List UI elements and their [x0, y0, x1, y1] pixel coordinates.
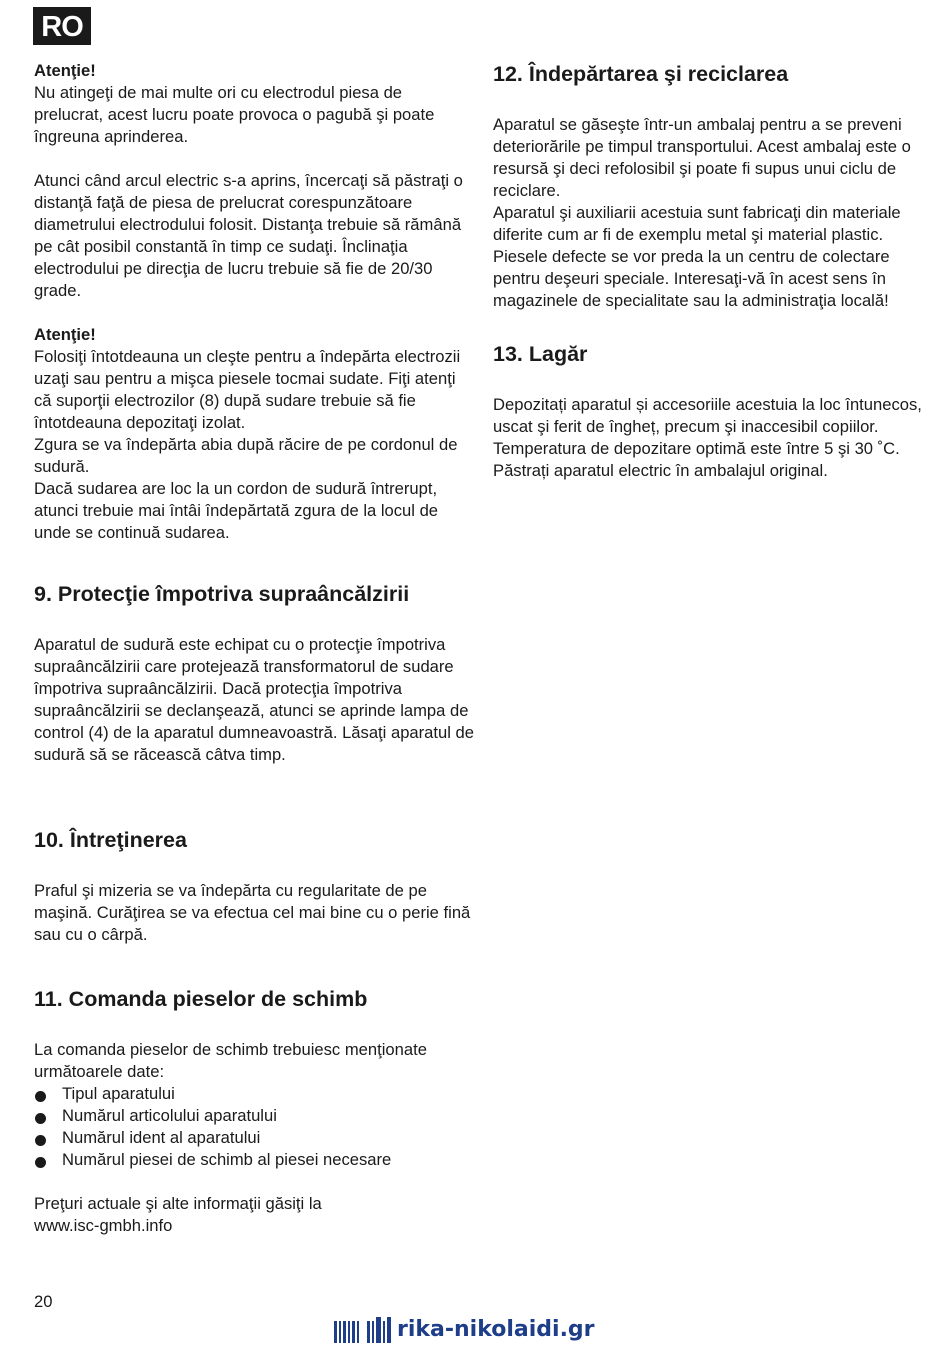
- page-number: 20: [34, 1292, 53, 1311]
- bullet-icon: [35, 1157, 46, 1168]
- warning-text: Folosiţi întotdeauna un cleşte pentru a îndepărta electrozii uzaţi sau pentru a mişca piesele tocmai sudate. Fiţi atenţi că suporţii electrozilor (8) după sudare trebuie să fie întotdeauna depozitaţi izolat.: [34, 347, 461, 432]
- section-heading: 9. Protecţie împotriva supraâncălzirii: [34, 582, 410, 606]
- list-item: Numărul ident al aparatului: [34, 1127, 474, 1149]
- warning-title: Atenţie!: [34, 61, 96, 80]
- bullet-icon: [35, 1091, 46, 1102]
- bullet-icon: [35, 1135, 46, 1146]
- section-heading: 10. Întreţinerea: [34, 828, 187, 852]
- section-paragraph: Aparatul şi auxiliarii acestuia sunt fabricaţi din materiale diferite cum ar fi de exemplu metal şi material plastic. Piesele defecte se vor preda la un centru de colectare pentru deşeuri speciale. Interesaţi-vă în acest sens în magazinele de specialitate sau la administraţia locală!: [493, 203, 901, 310]
- section-paragraph: La comanda pieselor de schimb trebuiesc menţionate următoarele date:: [34, 1040, 427, 1081]
- section-paragraph: Preţuri actuale şi alte informaţii găsiţi la www.isc-gmbh.info: [34, 1194, 322, 1235]
- section-paragraph: Depozitați aparatul și accesoriile acestuia la loc întunecos, uscat şi ferit de îngheț, precum şi inaccesibil copiilor. Temperatura de depozitare optimă este între 5 şi 30 ˚C. Păstrați aparatul electric în ambalajul original.: [493, 395, 922, 480]
- bullet-icon: [35, 1113, 46, 1124]
- spare-parts-list: [34, 1083, 474, 1171]
- list-item: Tipul aparatului: [34, 1083, 474, 1105]
- section-spare-parts: [34, 985, 474, 1237]
- warning-text: Zgura se va îndepărta abia după răcire de pe cordonul de sudură.: [34, 435, 458, 476]
- watermark-text: rika-nikolaidi.gr: [397, 1316, 595, 1342]
- left-column-text: [34, 60, 466, 544]
- list-item: Numărul piesei de schimb al piesei necesare: [34, 1149, 474, 1171]
- warning-text: Nu atingeţi de mai multe ori cu electrodul piesa de prelucrat, acest lucru poate provoca o pagubă şi poate îngreuna aprinderea.: [34, 83, 435, 146]
- barcode-icon: [334, 1315, 393, 1343]
- warning-text: Dacă sudarea are loc la un cordon de sudură întrerupt, atunci trebuie mai întâi îndepărtată zgura de la locul de unde se continuă sudarea.: [34, 479, 439, 542]
- language-badge: RO: [33, 7, 91, 45]
- section-paragraph: Aparatul de sudură este echipat cu o protecţie împotriva supraâncălzirii care protejează transformatorul de sudare împotriva supraâncălzirii. Dacă protecţia împotriva supraâncălzirii se declanşează, atunci se aprinde lampa de control (4) de la aparatul dumneavoastră. Lăsaţi aparatul de sudură să se răcească câtva timp.: [34, 635, 475, 764]
- section-heading: 12. Îndepărtarea şi reciclarea: [493, 62, 789, 86]
- section-heading: 13. Lagăr: [493, 342, 588, 366]
- watermark: [334, 1312, 595, 1346]
- list-item: Numărul articolului aparatului: [34, 1105, 474, 1127]
- right-column-text: [493, 60, 933, 482]
- section-paragraph: Praful şi mizeria se va îndepărta cu regularitate de pe maşină. Curăţirea se va efectua cel mai bine cu o perie fină sau cu o cârpă.: [34, 881, 471, 944]
- section-overheat-protection: [34, 580, 474, 766]
- section-paragraph: Aparatul se găseşte într-un ambalaj pentru a se preveni deteriorările pe timpul transportului. Acest ambalaj este o resursă şi deci refolosibil şi poate fi supus unui ciclu de reciclare.: [493, 115, 911, 200]
- section-maintenance: [34, 826, 474, 946]
- warning-title: Atenţie!: [34, 325, 96, 344]
- section-heading: 11. Comanda pieselor de schimb: [34, 987, 368, 1011]
- arc-paragraph: Atunci când arcul electric s-a aprins, încercaţi să păstraţi o distanţă faţă de piesa de prelucrat corespunzătoare diametrului electrodului folosit. Distanţa trebuie să rămână pe cât posibil constantă în timp ce sudaţi. Înclinaţia electrodului pe direcţia de lucru trebuie să fie de 20/30 grade.: [34, 171, 463, 300]
